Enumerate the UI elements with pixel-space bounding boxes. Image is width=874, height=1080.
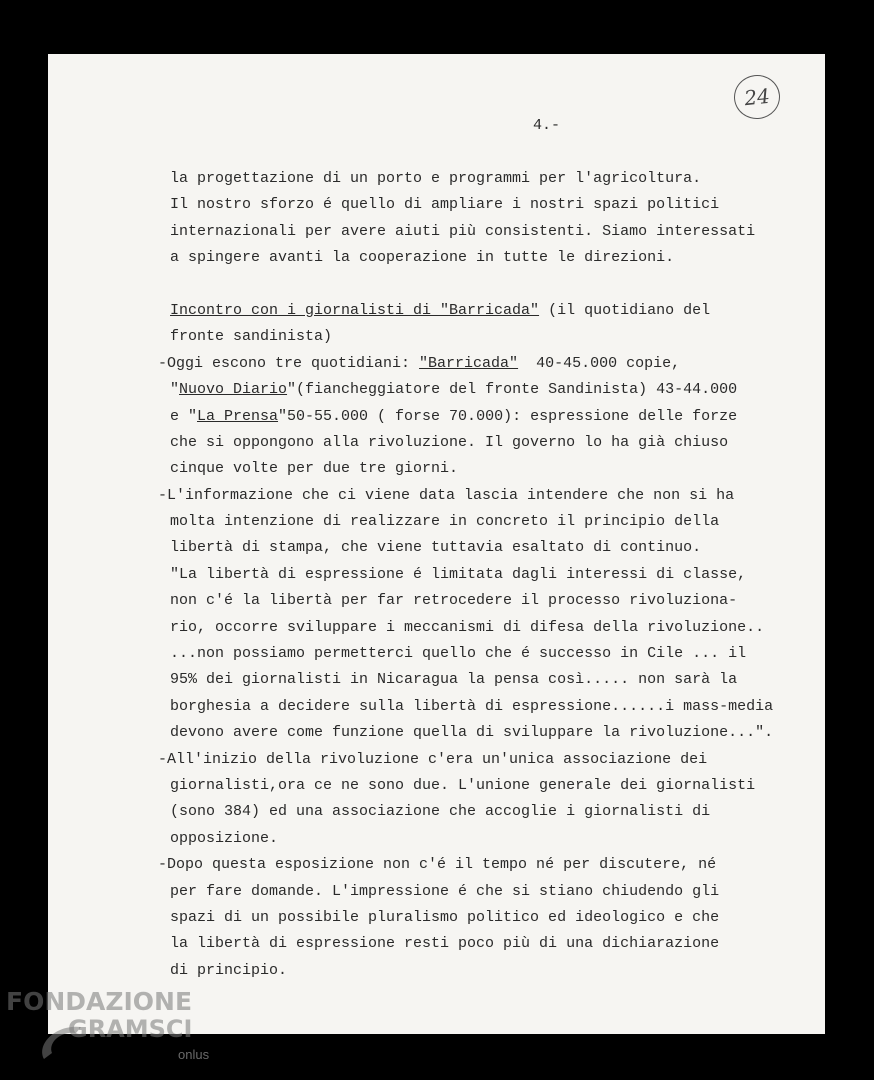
text-line: spazi di un possibile pluralismo politico ed ideologico e che [170,908,720,926]
text-line [158,351,798,377]
text-line: -Dopo questa esposizione non c'é il tempo né per discutere, né [158,856,717,874]
text-span: " [170,381,180,399]
text-line: la libertà di espressione resti poco più di una dichiarazione [170,935,720,953]
text-line: libertà di stampa, che viene tuttavia esaltato di continuo. [170,539,702,557]
text-line: la progettazione di un porto e programmi per l'agricoltura. [170,170,702,187]
document-body [158,166,798,984]
newspaper-barricada: "Barricada" [419,354,519,372]
text-line: giornalisti,ora ce ne sono due. L'unione generale dei giornalisti [170,776,756,794]
heading-rest: (il quotidiano del [539,301,711,319]
watermark-subtitle: GRAMSCI [68,1015,193,1043]
text-line: -L'informazione che ci viene data lascia intendere che non si ha [158,486,735,504]
text-line [158,404,798,430]
text-line: internazionali per avere aiuti più consistenti. Siamo interessati [170,222,756,240]
text-span: 40-45.000 copie, [518,354,681,372]
text-line: di principio. [170,961,288,979]
text-line: -All'inizio della rivoluzione c'era un'unica associazione dei [158,750,708,768]
text-line [158,377,798,403]
text-line: fronte sandinista) [170,328,333,346]
watermark-logo [6,985,226,1075]
archive-number: 24 [743,83,771,111]
text-line: che si oppongono alla rivoluzione. Il governo lo ha già chiuso [170,433,729,451]
text-span: "50-55.000 ( forse 70.000): espressione delle forze [278,407,738,425]
text-line: per fare domande. L'impressione é che si stiano chiudendo gli [170,882,720,900]
newspaper-nuovo-diario: Nuovo Diario [179,381,288,399]
text-line: Il nostro sforzo é quello di ampliare i nostri spazi politici [170,196,720,214]
text-line: borghesia a decidere sulla libertà di espressione......i mass-media [170,697,774,715]
text-span: e " [170,407,198,425]
text-line: devono avere come funzione quella di sviluppare la rivoluzione...". [170,724,774,742]
page-number: 4.- [533,117,561,134]
text-line: a spingere avanti la cooperazione in tutte le direzioni. [170,249,675,267]
heading-underlined: Incontro con i giornalisti di "Barricada" [170,301,540,319]
text-line: non c'é la libertà per far retrocedere il processo rivoluziona- [170,592,738,610]
text-line: opposizione. [170,829,279,847]
section-heading [158,298,798,324]
text-line: "La libertà di espressione é limitata dagli interessi di classe, [170,565,747,583]
text-span: "(fiancheggiatore del fronte Sandinista) 43-44.000 [287,381,738,399]
text-line: cinque volte per due tre giorni. [170,460,459,478]
text-line: ...non possiamo permetterci quello che é successo in Cile ... il [170,645,747,663]
text-line: rio, occorre sviluppare i meccanismi di difesa della rivoluzione.. [170,618,765,636]
text-line: (sono 384) ed una associazione che accoglie i giornalisti di [170,803,711,821]
text-line: 95% dei giornalisti in Nicaragua la pensa così..... non sarà la [170,671,738,689]
watermark-onlus: onlus [178,1047,210,1062]
text-span: -Oggi escono tre quotidiani: [158,354,420,372]
text-line: molta intenzione di realizzare in concreto il principio della [170,513,720,531]
newspaper-la-prensa: La Prensa [197,407,279,425]
watermark-title: FONDAZIONE [6,987,193,1016]
